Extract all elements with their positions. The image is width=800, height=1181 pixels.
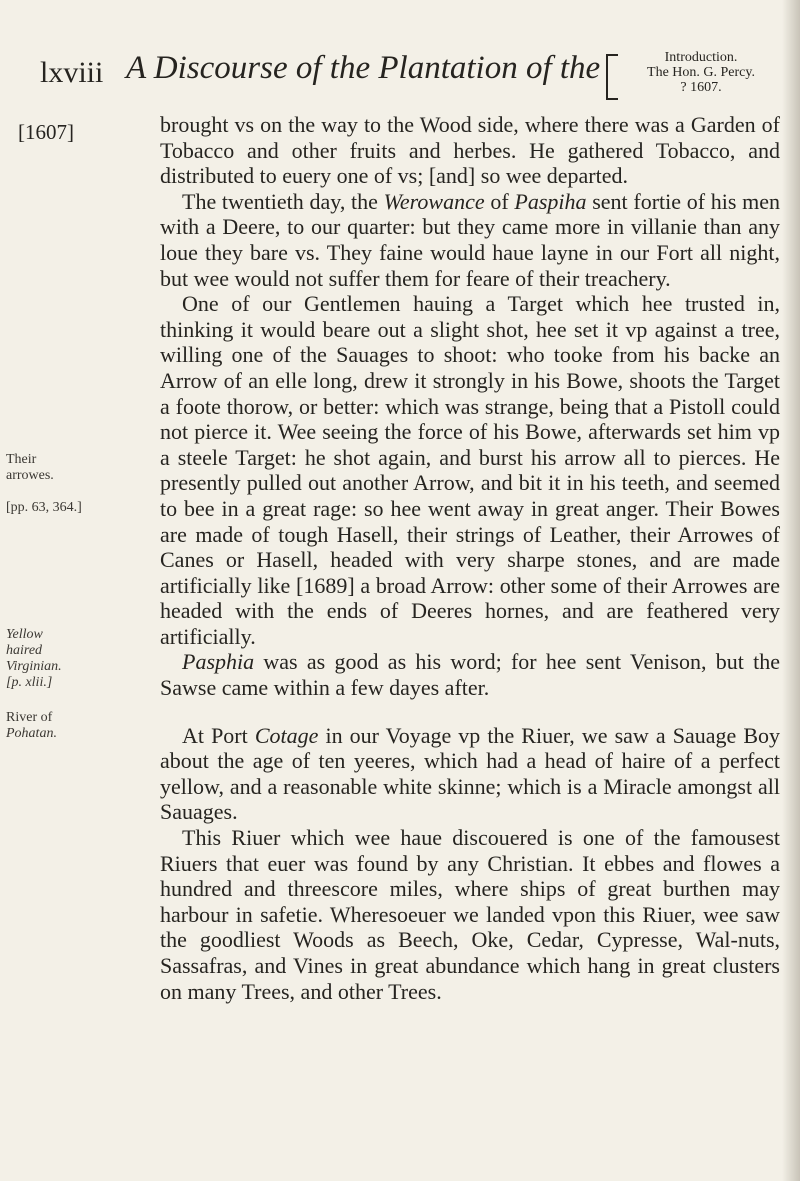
margin-note-river-line-1: River of xyxy=(6,710,53,725)
main-text xyxy=(160,112,780,1004)
page-edge-shadow xyxy=(782,0,800,1181)
werowance-term: Werowance xyxy=(383,188,485,214)
cotage-name: Cotage xyxy=(254,722,319,748)
paragraph-5-text-a: At Port xyxy=(182,722,255,748)
paragraph-4 xyxy=(160,649,780,700)
section-label-line-2: The Hon. G. Percy. xyxy=(647,65,755,80)
pasphia-name: Pasphia xyxy=(182,649,255,675)
paragraph-6: This Riuer which wee haue discouered is one of the famousest Riuers that euer was found by any Christian. It ebbes and flowes a hundred and threescore miles, where ships of great burthen may harbour in safetie. Wheresoeuer we landed vpon this Riuer, wee saw the goodliest Woods as Beech, Oke, Cedar, Cypresse, Wal-nuts, Sassafras, and Vines in great abundance which hang in great clusters on many Trees, and other Trees. xyxy=(160,825,780,1004)
page-number: lxviii xyxy=(40,56,104,89)
section-label xyxy=(626,50,776,95)
section-label-line-3: ? 1607. xyxy=(680,80,722,95)
paragraph-2-text-b: of xyxy=(484,188,515,214)
paragraph-3: One of our Gentlemen hauing a Target which hee trusted in, thinking it would beare out a slight shot, hee set it vp against a tree, willing one of the Sauages to shoot: who tooke from his backe an Arrow of an elle long, drew it strongly in his Bowe, shoots the Target a foote thorow, or better: which was strange, being that a Pistoll could not pierce it. Wee seeing the force of his Bowe, afterwards set him vp a steele Target: he shot again, and burst his arrow all to pierces. He presently pulled out another Arrow, and bit it in his teeth, and seemed to bee in a great rage: so hee went away in great anger. Their Bowes are made of tough Hasell, their strings of Leather, their Arrowes of Canes or Hasell, headed with very sharpe stones, and are made artificially like [1689] a broad Arrow: other some of their Arrowes are headed with the ends of Deeres hornes, and are feathered very artificially. xyxy=(160,291,780,649)
margin-note-arrowes-line-1: Their xyxy=(6,452,37,467)
margin-note-yellow-line-4: [p. xlii.] xyxy=(6,675,53,690)
margin-note-river xyxy=(6,710,121,742)
margin-note-arrowes xyxy=(6,452,121,484)
paragraph-5-text-b: in our Voyage vp the Riuer, we saw a Sauage Boy about the age of ten yeeres, which had a head of haire of a perfect yellow, and a reasonable white skinne; which is a Miracle amongst all Sauages. xyxy=(160,722,780,825)
paragraph-4-text: was as good as his word; for hee sent Venison, but the Sawse came within a few dayes after. xyxy=(160,649,780,701)
margin-note-pages: [pp. 63, 364.] xyxy=(6,500,82,515)
margin-note-yellow-haired xyxy=(6,627,121,691)
paragraph-2-text-a: The twentieth day, the xyxy=(182,188,384,214)
paragraph-2-text-c: sent fortie of his men with a Deere, to our quarter: but they came more in villanie than any loue they bare vs. They faine would haue layne in our Fort all night, but wee would not suffer them for feare of their treachery. xyxy=(160,188,780,291)
paspiha-name: Paspiha xyxy=(514,188,587,214)
margin-note-yellow-line-2: haired xyxy=(6,643,43,658)
section-label-line-1: Introduction. xyxy=(664,50,738,65)
paragraph-2 xyxy=(160,189,780,291)
running-title: A Discourse of the Plantation of the xyxy=(126,50,601,86)
margin-note-river-line-2: Pohatan. xyxy=(6,726,57,741)
margin-note-yellow-line-1: Yellow xyxy=(6,627,43,642)
margin-note-yellow-line-3: Virginian. xyxy=(6,659,62,674)
paragraph-1: brought vs on the way to the Wood side, where there was a Garden of Tobacco and other fruits and herbes. He gathered Tobacco, and distributed to euery one of vs; [and] so wee departed. xyxy=(160,112,780,189)
page-header xyxy=(0,50,800,110)
paragraph-5 xyxy=(160,723,780,825)
margin-note-arrowes-line-2: arrowes. xyxy=(6,468,54,483)
margin-year: [1607] xyxy=(18,120,74,144)
header-bracket xyxy=(606,54,618,100)
